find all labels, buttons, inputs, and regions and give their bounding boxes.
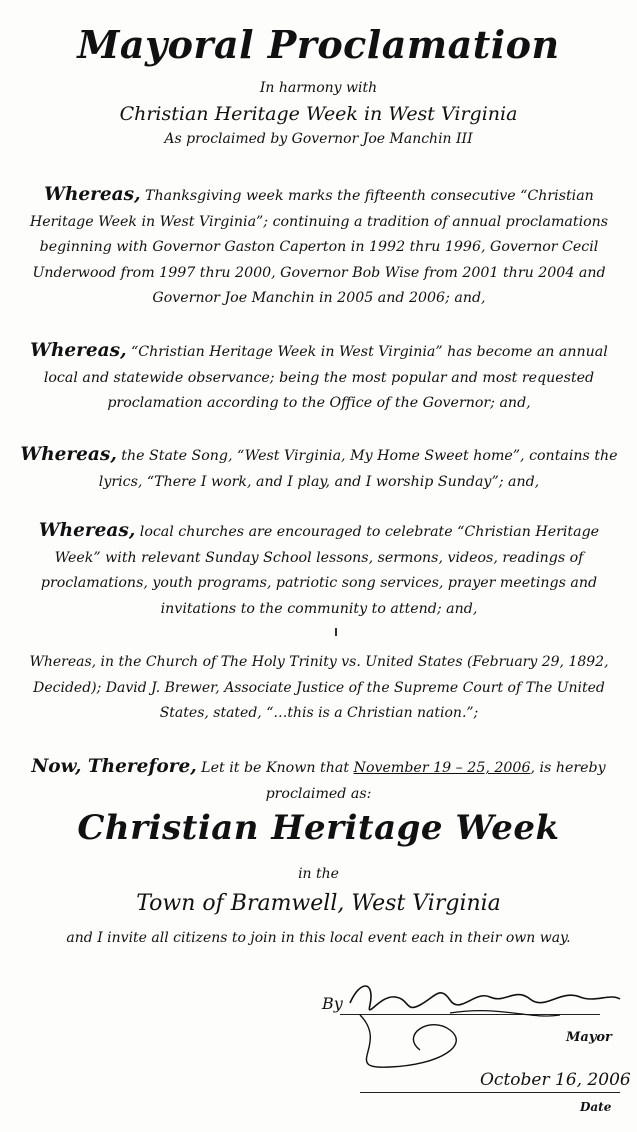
whereas-paragraph-1 <box>14 182 624 312</box>
whereas-lead: Whereas, <box>38 520 136 541</box>
whereas-lead: Whereas, <box>30 340 127 361</box>
paragraph-body: in the Church of The Holy Trinity vs. United States (February 29, 1892, Decided); David J. Brewer, Associate Justice of the Supreme Court of The United States, stated, “…this is a Christian nation.”; <box>33 654 609 721</box>
subtitle-heritage-week: Christian Heritage Week in West Virginia <box>119 103 518 125</box>
stray-mark <box>335 628 337 636</box>
paragraph-body: local churches are encouraged to celebrate “Christian Heritage Week” with relevant Sunday School lessons, sermons, videos, readings of proclamations, youth programs, patriotic song services, prayer meetings and invitations to the community to attend; and, <box>40 524 600 617</box>
paragraph-body: Thanksgiving week marks the fifteenth consecutive “Christian Heritage Week in West Virginia”; continuing a tradition of annual proclamations beginning with Governor Gaston Caperton in 1992 thru 1996, Governor Cecil Underwood from 1997 thru 2000, Governor Bob Wise from 2001 thru 2004 and Governor Joe Manchin in 2005 and 2006; and, <box>29 188 609 306</box>
now-therefore-paragraph <box>0 754 637 807</box>
by-label: By <box>322 994 343 1013</box>
mayor-label: Mayor <box>566 1030 612 1045</box>
town-name: Town of Bramwell, West Virginia <box>136 891 501 916</box>
subtitle-harmony: In harmony with <box>259 80 378 96</box>
date-label: Date <box>580 1100 612 1114</box>
in-the-text: in the <box>298 866 339 882</box>
whereas-paragraph-3 <box>14 442 624 495</box>
big-title: Christian Heritage Week <box>77 808 560 848</box>
whereas-lead-plain: Whereas, <box>29 654 97 670</box>
signature-date: October 16, 2006 <box>480 1070 631 1090</box>
mayor-signature <box>300 975 630 1075</box>
subtitle-governor: As proclaimed by Governor Joe Manchin III <box>164 131 473 147</box>
whereas-paragraph-4 <box>14 518 624 622</box>
whereas-paragraph-2 <box>14 338 624 417</box>
paragraph-body: the State Song, “West Virginia, My Home Sweet home”, contains the lyrics, “There I work, and I play, and I worship Sunday”; and, <box>98 448 618 490</box>
page-title: Mayoral Proclamation <box>77 22 560 67</box>
whereas-paragraph-5 <box>14 650 624 727</box>
paragraph-body: “Christian Heritage Week in West Virginia” has become an annual local and statewide observance; being the most popular and most requested proclamation according to the Office of the Governor; and, <box>43 344 608 411</box>
date-line <box>360 1092 620 1093</box>
whereas-lead: Whereas, <box>44 184 141 205</box>
week-dates: November 19 – 25, 2006 <box>353 760 531 776</box>
now-therefore-lead: Now, Therefore, <box>31 756 197 777</box>
whereas-lead: Whereas, <box>20 444 117 465</box>
invitation-text: and I invite all citizens to join in this local event each in their own way. <box>66 930 571 946</box>
now-text-before: Let it be Known that <box>196 760 354 776</box>
now-text-after: , is hereby proclaimed as: <box>265 760 606 802</box>
